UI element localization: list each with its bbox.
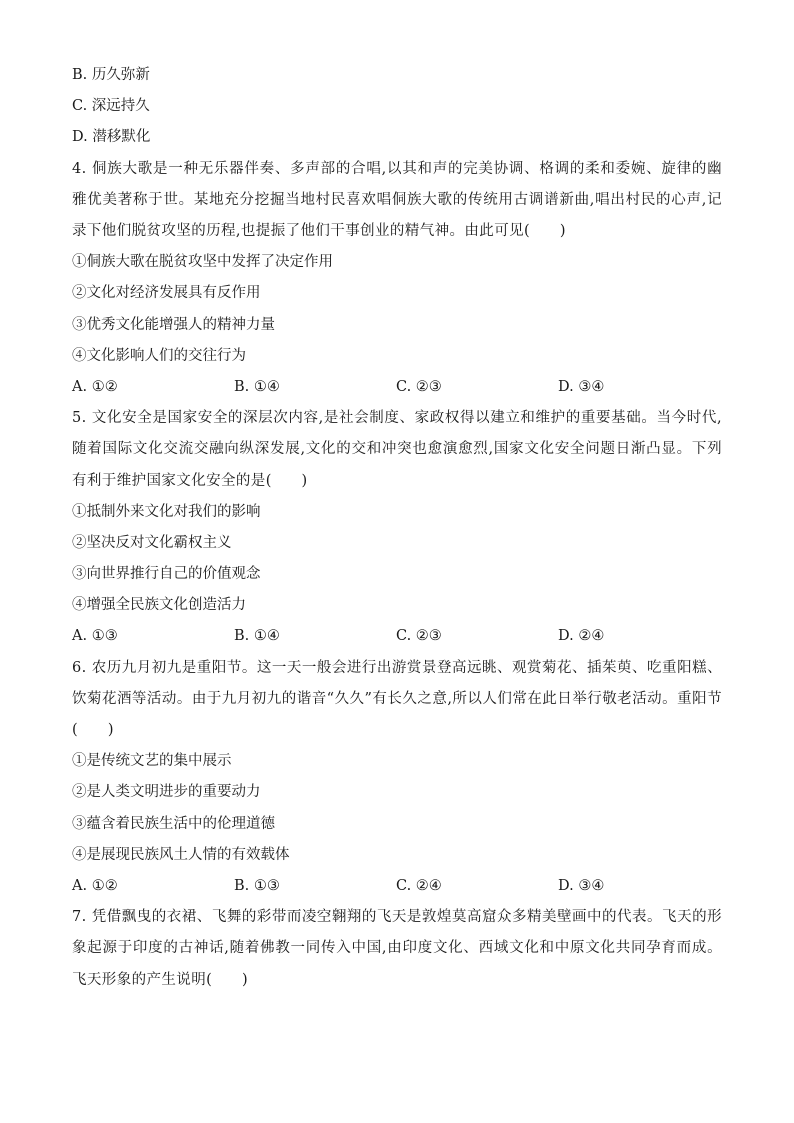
statement: ②是人类文明进步的重要动力 <box>72 784 261 801</box>
answer-option: C. ②④ <box>396 878 442 895</box>
question-stem: 4. 侗族大歌是一种无乐器伴奏、多声部的合唱,以其和声的完美协调、格调的柔和委婉、旋律的幽雅优美著称于世。某地充分挖掘当地村民喜欢唱侗族大歌的传统用古调谱新曲,唱出村民的心声,记录下他们脱贫攻坚的历程,也提振了他们干事创业的精气神。由此可见( ) <box>72 160 722 239</box>
option-d: D. 潜移默化 <box>72 129 151 146</box>
statement: ④是展现民族风土人情的有效载体 <box>72 846 290 863</box>
question-stem: 7. 凭借飘曳的衣裙、飞舞的彩带而凌空翱翔的飞天是敦煌莫高窟众多精美壁画中的代表。飞天的形象起源于印度的古神话,随着佛教一同传入中国,由印度文化、西域文化和中原文化共同孕育而成。飞天形象的产生说明( ) <box>72 909 722 988</box>
answer-option: A. ①③ <box>72 628 118 645</box>
statement: ②文化对经济发展具有反作用 <box>72 285 261 302</box>
question-5 <box>72 403 722 653</box>
statement: ①侗族大歌在脱贫攻坚中发挥了决定作用 <box>72 254 333 271</box>
answer-option: D. ③④ <box>558 378 605 395</box>
answer-option: A. ①② <box>72 378 118 395</box>
statement: ④文化影响人们的交往行为 <box>72 347 246 364</box>
answer-option: C. ②③ <box>396 378 442 395</box>
answer-option: A. ①② <box>72 878 118 895</box>
answer-option: B. ①③ <box>234 878 280 895</box>
statement: ①抵制外来文化对我们的影响 <box>72 503 261 520</box>
question-6 <box>72 653 722 903</box>
answer-options <box>72 621 722 652</box>
question-stem: 6. 农历九月初九是重阳节。这一天一般会进行出游赏景登高远眺、观赏菊花、插茱萸、吃重阳糕、饮菊花酒等活动。由于九月初九的谐音“久久”有长久之意,所以人们常在此日举行敬老活动。重阳节( ) <box>72 659 722 739</box>
answer-option: C. ②③ <box>396 628 442 645</box>
statement: ①是传统文艺的集中展示 <box>72 753 232 770</box>
answer-option: D. ②④ <box>558 628 605 645</box>
answer-options <box>72 871 722 902</box>
option-b: B. 历久弥新 <box>72 67 150 83</box>
document-page <box>72 60 722 996</box>
statement: ②坚决反对文化霸权主义 <box>72 534 232 551</box>
answer-option: D. ③④ <box>558 878 605 895</box>
statement: ③优秀文化能增强人的精神力量 <box>72 316 275 333</box>
statement: ④增强全民族文化创造活力 <box>72 597 246 614</box>
answer-option: B. ①④ <box>234 378 280 395</box>
option-c: C. 深远持久 <box>72 98 150 115</box>
question-4 <box>72 154 722 404</box>
statement: ③向世界推行自己的价值观念 <box>72 566 261 583</box>
answer-options <box>72 372 722 403</box>
question-stem: 5. 文化安全是国家安全的深层次内容,是社会制度、家政权得以建立和维护的重要基础。当今时代,随着国际文化交流交融向纵深发展,文化的交和冲突也愈演愈烈,国家文化安全问题日渐凸显。下列有利于维护国家文化安全的是( ) <box>72 410 722 489</box>
answer-option: B. ①④ <box>234 628 280 645</box>
question-7 <box>72 902 722 996</box>
statement: ③蕴含着民族生活中的伦理道德 <box>72 815 275 832</box>
